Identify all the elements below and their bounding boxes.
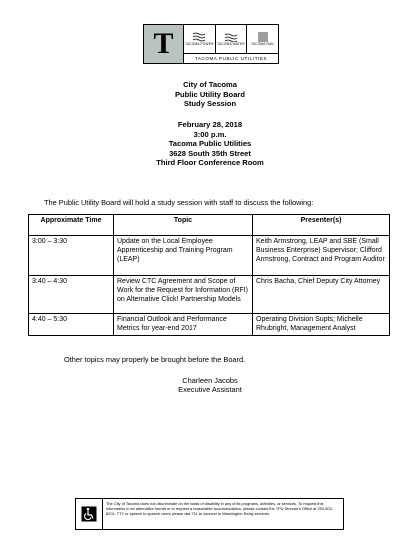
agenda-time: 4:40 – 5:30 <box>29 314 114 336</box>
agenda-presenter: Keith Armstrong, LEAP and SBE (Small Business Enterprise) Supervisor; Clifford Armstrong, Contract and Program Auditor <box>253 236 390 276</box>
heading-line: City of Tacoma <box>183 80 237 89</box>
meeting-details <box>0 120 420 168</box>
header-topic: Topic <box>114 215 253 236</box>
division-rail <box>247 25 278 53</box>
intro-text: The Public Utility Board will hold a study session with staff to discuss the following: <box>44 198 314 207</box>
agenda-header-row <box>29 215 390 236</box>
division-water-label: TACOMA WATER <box>217 41 245 46</box>
logo-divisions <box>184 25 278 54</box>
logo-letter: T <box>153 27 174 60</box>
agenda-time: 3:00 – 3:30 <box>29 236 114 276</box>
logo-org-name: TACOMA PUBLIC UTILITIES <box>194 56 268 61</box>
tacoma-public-utilities-logo <box>143 24 279 64</box>
meeting-date: February 28, 2018 <box>177 120 243 129</box>
agenda-topic: Financial Outlook and Performance Metrics for year-end 2017 <box>114 314 253 336</box>
agenda-topic: Update on the Local Employee Apprenticeship and Training Program (LEAP) <box>114 236 253 276</box>
power-icon <box>192 32 206 42</box>
notice-text: The City of Tacoma does not discriminate on the basis of disability in any of its programs, activities, or services. To request this information in an alternative format or to request a reasonable accommodation, please contact the TPU Director's Office at 253-502-8201. TTY or speech to speech users please dial 711 to connect to Washington Relay services. <box>106 501 334 517</box>
board-heading <box>0 80 420 109</box>
rail-icon <box>256 32 270 42</box>
header-time: Approximate Time <box>29 215 114 236</box>
meeting-address: 3628 South 35th Street <box>169 148 251 158</box>
agenda-row <box>29 276 390 314</box>
agenda-presenter: Operating Division Supts; Michelle Rhubright, Management Analyst <box>253 314 390 336</box>
division-rail-label: TACOMA RAIL <box>250 41 275 46</box>
water-icon <box>224 32 238 42</box>
division-water <box>216 25 248 53</box>
meeting-time: 3:00 p.m. <box>193 129 227 139</box>
division-power <box>184 25 216 53</box>
agenda-row <box>29 236 390 276</box>
agenda-time: 3:40 – 4:30 <box>29 276 114 314</box>
heading-line: Public Utility Board <box>174 89 246 99</box>
signature-name: Charleen Jacobs <box>182 376 238 385</box>
logo-t-mark <box>144 25 184 63</box>
agenda-row <box>29 314 390 336</box>
header-presenter: Presenter(s) <box>253 215 390 236</box>
heading-line: Study Session <box>183 99 237 109</box>
wheelchair-icon <box>76 499 103 529</box>
division-power-label: TACOMA POWER <box>185 41 214 46</box>
agenda-presenter: Chris Bacha, Chief Deputy City Attorney <box>253 276 390 314</box>
signature-title: Executive Assistant <box>178 385 242 395</box>
logo-right <box>184 25 278 63</box>
other-topics-text: Other topics may properly be brought before the Board. <box>64 355 246 364</box>
meeting-room: Third Floor Conference Room <box>156 158 264 168</box>
accessibility-notice <box>75 498 344 530</box>
agenda-table <box>28 214 390 336</box>
agenda-topic: Review CTC Agreement and Scope of Work for the Request for Information (RFI) on Alternative Click! Partnership Models <box>114 276 253 314</box>
wheelchair-icon-graphic <box>81 506 97 522</box>
signature-block <box>0 376 420 394</box>
meeting-venue: Tacoma Public Utilities <box>168 139 252 149</box>
